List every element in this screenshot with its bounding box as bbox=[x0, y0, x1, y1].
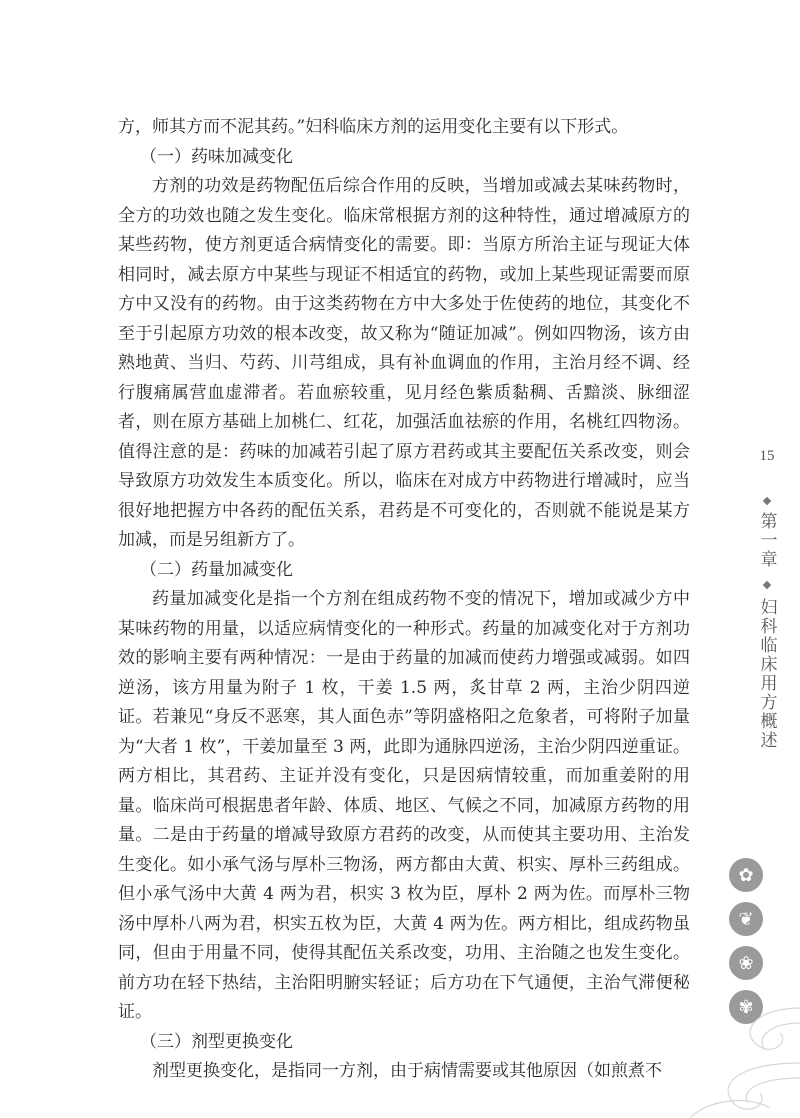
chapter-label bbox=[752, 512, 782, 569]
leaf-emblem-icon: ❀ bbox=[729, 946, 763, 980]
section-heading-2: （二）药量加减变化 bbox=[140, 559, 293, 580]
section-heading-3: （三）剂型更换变化 bbox=[140, 1031, 293, 1052]
blossom-emblem-icon: ✾ bbox=[729, 990, 763, 1024]
intro-line: 方，师其方而不泥其药。”妇科临床方剂的运用变化主要有以下形式。 bbox=[118, 117, 629, 137]
herb-emblem-icon: ❦ bbox=[729, 902, 763, 936]
cloud-swirl-decoration bbox=[660, 968, 800, 1118]
section-paragraph-3: 剂型更换变化，是指同一方剂，由于病情需要或其他原因（如煎煮不 bbox=[152, 1061, 662, 1081]
chapter-title bbox=[752, 598, 782, 750]
page-body bbox=[118, 113, 690, 1087]
diamond-icon bbox=[752, 498, 782, 504]
chapter-title-text: 妇科临床用方概述 bbox=[756, 598, 777, 750]
flower-emblem-icon: ✿ bbox=[729, 858, 763, 892]
chapter-text: 第一章 bbox=[756, 512, 777, 569]
diamond-icon bbox=[752, 582, 782, 588]
section-paragraph-1: 方剂的功效是药物配伍后综合作用的反映，当增加或减去某味药物时，全方的功效也随之发生变化。临床常根据方剂的这种特性，通过增减原方的某些药物，使方剂更适合病情变化的需要。即：当原方所治主证与现证大体相同时，减去原方中某些与现证不相适宜的药物，或加上某些现证需要而原方中又没有的药物。由于这类药物在方中大多处于佐使药的地位，其变化不至于引起原方功效的根本改变，故又称为“随证加减”。例如四物汤，该方由熟地黄、当归、芍药、川芎组成，具有补血调血的作用，主治月经不调、经行腹痛属营血虚滞者。若血瘀较重，见月经色紫质黏稠、舌黯淡、脉细涩者，则在原方基础上加桃仁、红花，加强活血祛瘀的作用，名桃红四物汤。值得注意的是：药味的加减若引起了原方君药或其主要配伍关系改变，则会导致原方功效发生本质变化。所以，临床在对成方中药物进行增减时，应当很好地把握方中各药的配伍关系，君药是不可变化的，否则就不能说是某方加减，而是另组新方了。 bbox=[118, 176, 690, 550]
section-paragraph-2: 药量加减变化是指一个方剂在组成药物不变的情况下，增加或减少方中某味药物的用量，以适应病情变化的一种形式。药量的加减变化对于方剂功效的影响主要有两种情况：一是由于药量的加减而使药力增强或减弱。如四逆汤，该方用量为附子 1 枚，干姜 1.5 两，炙甘草 2 两，主治少阴四逆证。若兼见“身反不恶寒，其人面色赤”等阴盛格阳之危象者，可将附子加量为“大者 1 枚”，干姜加量至 3 两，此即为通脉四逆汤，主治少阴四逆重证。两方相比，其君药、主证并没有变化，只是因病情较重，而加重姜附的用量。临床尚可根据患者年龄、体质、地区、气候之不同，加减原方药物的用量。二是由于药量的增减导致原方君药的改变，从而使其主要功用、主治发生变化。如小承气汤与厚朴三物汤，两方都由大黄、枳实、厚朴三药组成。但小承气汤中大黄 4 两为君，枳实 3 枚为臣，厚朴 2 两为佐。而厚朴三物汤中厚朴八两为君，枳实五枚为臣，大黄 4 两为佐。两方相比，组成药物虽同，但由于用量不同，使得其配伍关系改变，功用、主治随之也发生变化。前方功在轻下热结，主治阳明腑实轻证；后方功在下气通便，主治气滞便秘证。 bbox=[118, 589, 690, 1022]
page-number: 15 bbox=[759, 448, 775, 464]
section-heading-1: （一）药味加减变化 bbox=[140, 146, 293, 167]
